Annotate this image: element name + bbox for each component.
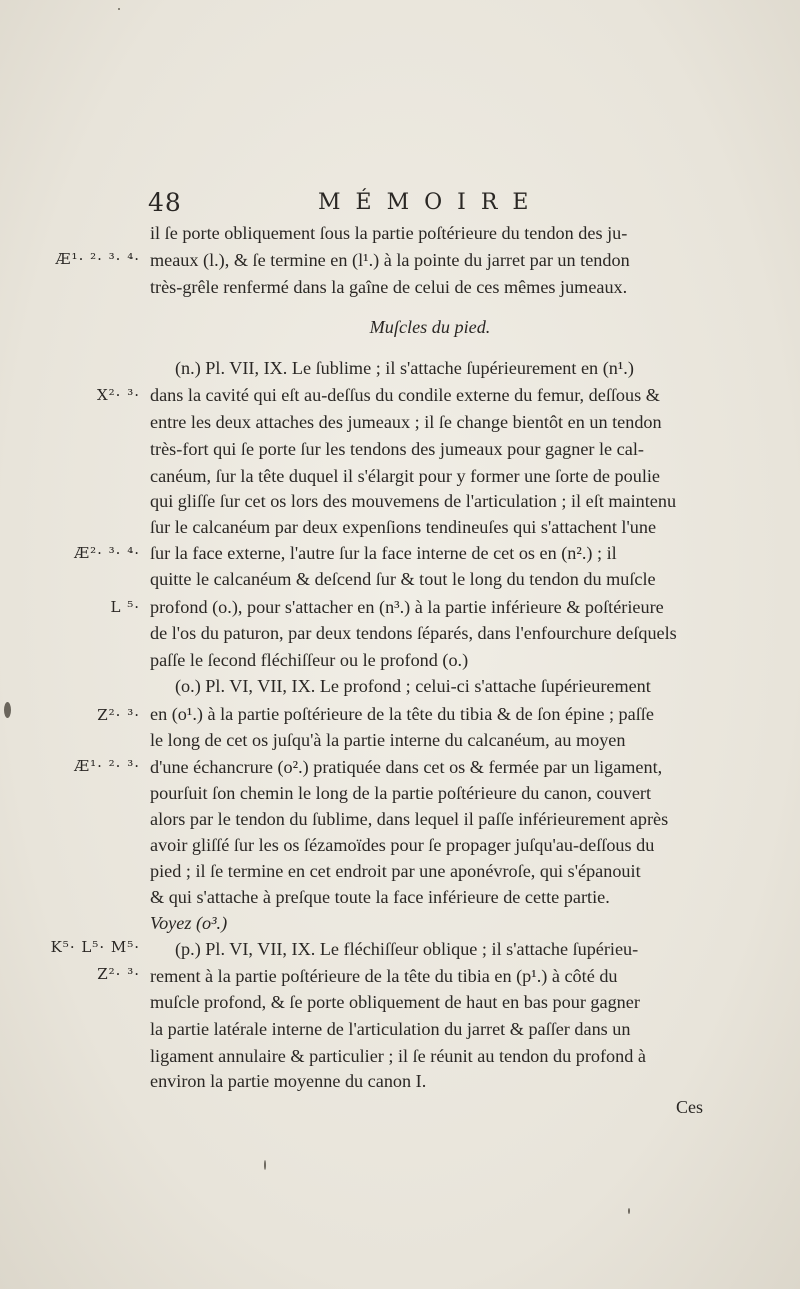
catchword: Ces <box>676 1097 703 1117</box>
margin-note: K⁵· L⁵· M⁵· <box>50 938 140 956</box>
text-line: entre les deux attaches des jumeaux ; il ſe change bientôt en un tendon <box>150 412 662 432</box>
text-line: (o.) Pl. VI, VII, IX. Le profond ; celui-ci s'attache ſupérieurement <box>175 676 651 696</box>
text-line: il ſe porte obliquement ſous la partie poſtérieure du tendon des ju- <box>150 223 628 243</box>
text-line: rement à la partie poſtérieure de la tête du tibia en (p¹.) à côté du <box>150 966 618 986</box>
page-number: 48 <box>148 188 182 217</box>
text-line: ſur le calcanéum par deux expenſions tendineuſes qui s'attachent l'une <box>150 517 657 537</box>
text-line: très-fort qui ſe porte ſur les tendons des jumeaux pour gagner le cal- <box>150 439 644 459</box>
text-line: ligament annulaire & particulier ; il ſe réunit au tendon du profond à <box>150 1046 646 1066</box>
text-line: la partie latérale interne de l'articulation du jarret & paſſer dans un <box>150 1019 631 1039</box>
text-line: avoir gliſſé ſur les os ſézamoïdes pour ſe propager juſqu'au-deſſous du <box>150 835 655 855</box>
margin-note: Z²· ³· <box>97 706 140 724</box>
text-line: très-grêle renfermé dans la gaîne de celui de ces mêmes jumeaux. <box>150 277 628 297</box>
margin-note: Æ¹· ²· ³· ⁴· <box>55 250 140 268</box>
text-line: d'une échancrure (o².) pratiquée dans cet os & fermée par un ligament, <box>150 757 663 777</box>
text-line: Voyez (o³.) <box>150 913 228 933</box>
margin-note: L ⁵· <box>110 598 140 616</box>
text-line: pied ; il ſe termine en cet endroit par une aponévroſe, qui s'épanouit <box>150 861 641 881</box>
text-line: paſſe le ſecond fléchiſſeur ou le profond (o.) <box>150 650 469 670</box>
text-line: profond (o.), pour s'attacher en (n³.) à la partie inférieure & poſtérieure <box>150 597 664 617</box>
text-line: & qui s'attache à preſque toute la face inférieure de cette partie. <box>150 887 610 907</box>
running-head: MÉMOIRE <box>318 190 544 215</box>
text-line: ſur la face externe, l'autre ſur la face interne de cet os en (n².) ; il <box>150 543 617 563</box>
page-header <box>148 188 708 222</box>
paper-blemish <box>4 702 11 718</box>
text-line: environ la partie moyenne du canon I. <box>150 1071 427 1091</box>
text-line: pourſuit ſon chemin le long de la partie poſtérieure du canon, couvert <box>150 783 651 803</box>
text-line: (p.) Pl. VI, VII, IX. Le fléchiſſeur oblique ; il s'attache ſupérieu- <box>175 939 639 959</box>
text-line: alors par le tendon du ſublime, dans lequel il paſſe inférieurement après <box>150 809 669 829</box>
paper-blemish <box>264 1160 266 1170</box>
text-line: qui gliſſe ſur cet os lors des mouvemens de l'articulation ; il eſt maintenu <box>150 491 677 511</box>
text-line: quitte le calcanéum & deſcend ſur & tout le long du tendon du muſcle <box>150 569 656 589</box>
text-line: de l'os du paturon, par deux tendons ſéparés, dans l'enfourchure deſquels <box>150 623 677 643</box>
margin-note: Æ¹· ²· ³· <box>74 757 140 775</box>
paper-blemish <box>118 8 120 10</box>
text-line: canéum, ſur la tête duquel il s'élargit pour y former une ſorte de poulie <box>150 466 661 486</box>
margin-note: Æ²· ³· ⁴· <box>74 544 140 562</box>
section-heading: Muſcles du pied. <box>369 317 491 337</box>
margin-note: X²· ³· <box>96 386 140 404</box>
text-line: en (o¹.) à la partie poſtérieure de la tête du tibia & de ſon épine ; paſſe <box>150 704 654 724</box>
text-line: meaux (l.), & ſe termine en (l¹.) à la pointe du jarret par un tendon <box>150 250 630 270</box>
text-line: (n.) Pl. VII, IX. Le ſublime ; il s'attache ſupérieurement en (n¹.) <box>175 358 634 378</box>
text-line: le long de cet os juſqu'à la partie interne du calcanéum, au moyen <box>150 730 626 750</box>
margin-note: Z²· ³· <box>97 965 140 983</box>
paper-blemish <box>628 1208 630 1214</box>
text-line: dans la cavité qui eſt au-deſſus du condile externe du femur, deſſous & <box>150 385 660 405</box>
text-line: muſcle profond, & ſe porte obliquement de haut en bas pour gagner <box>150 992 640 1012</box>
